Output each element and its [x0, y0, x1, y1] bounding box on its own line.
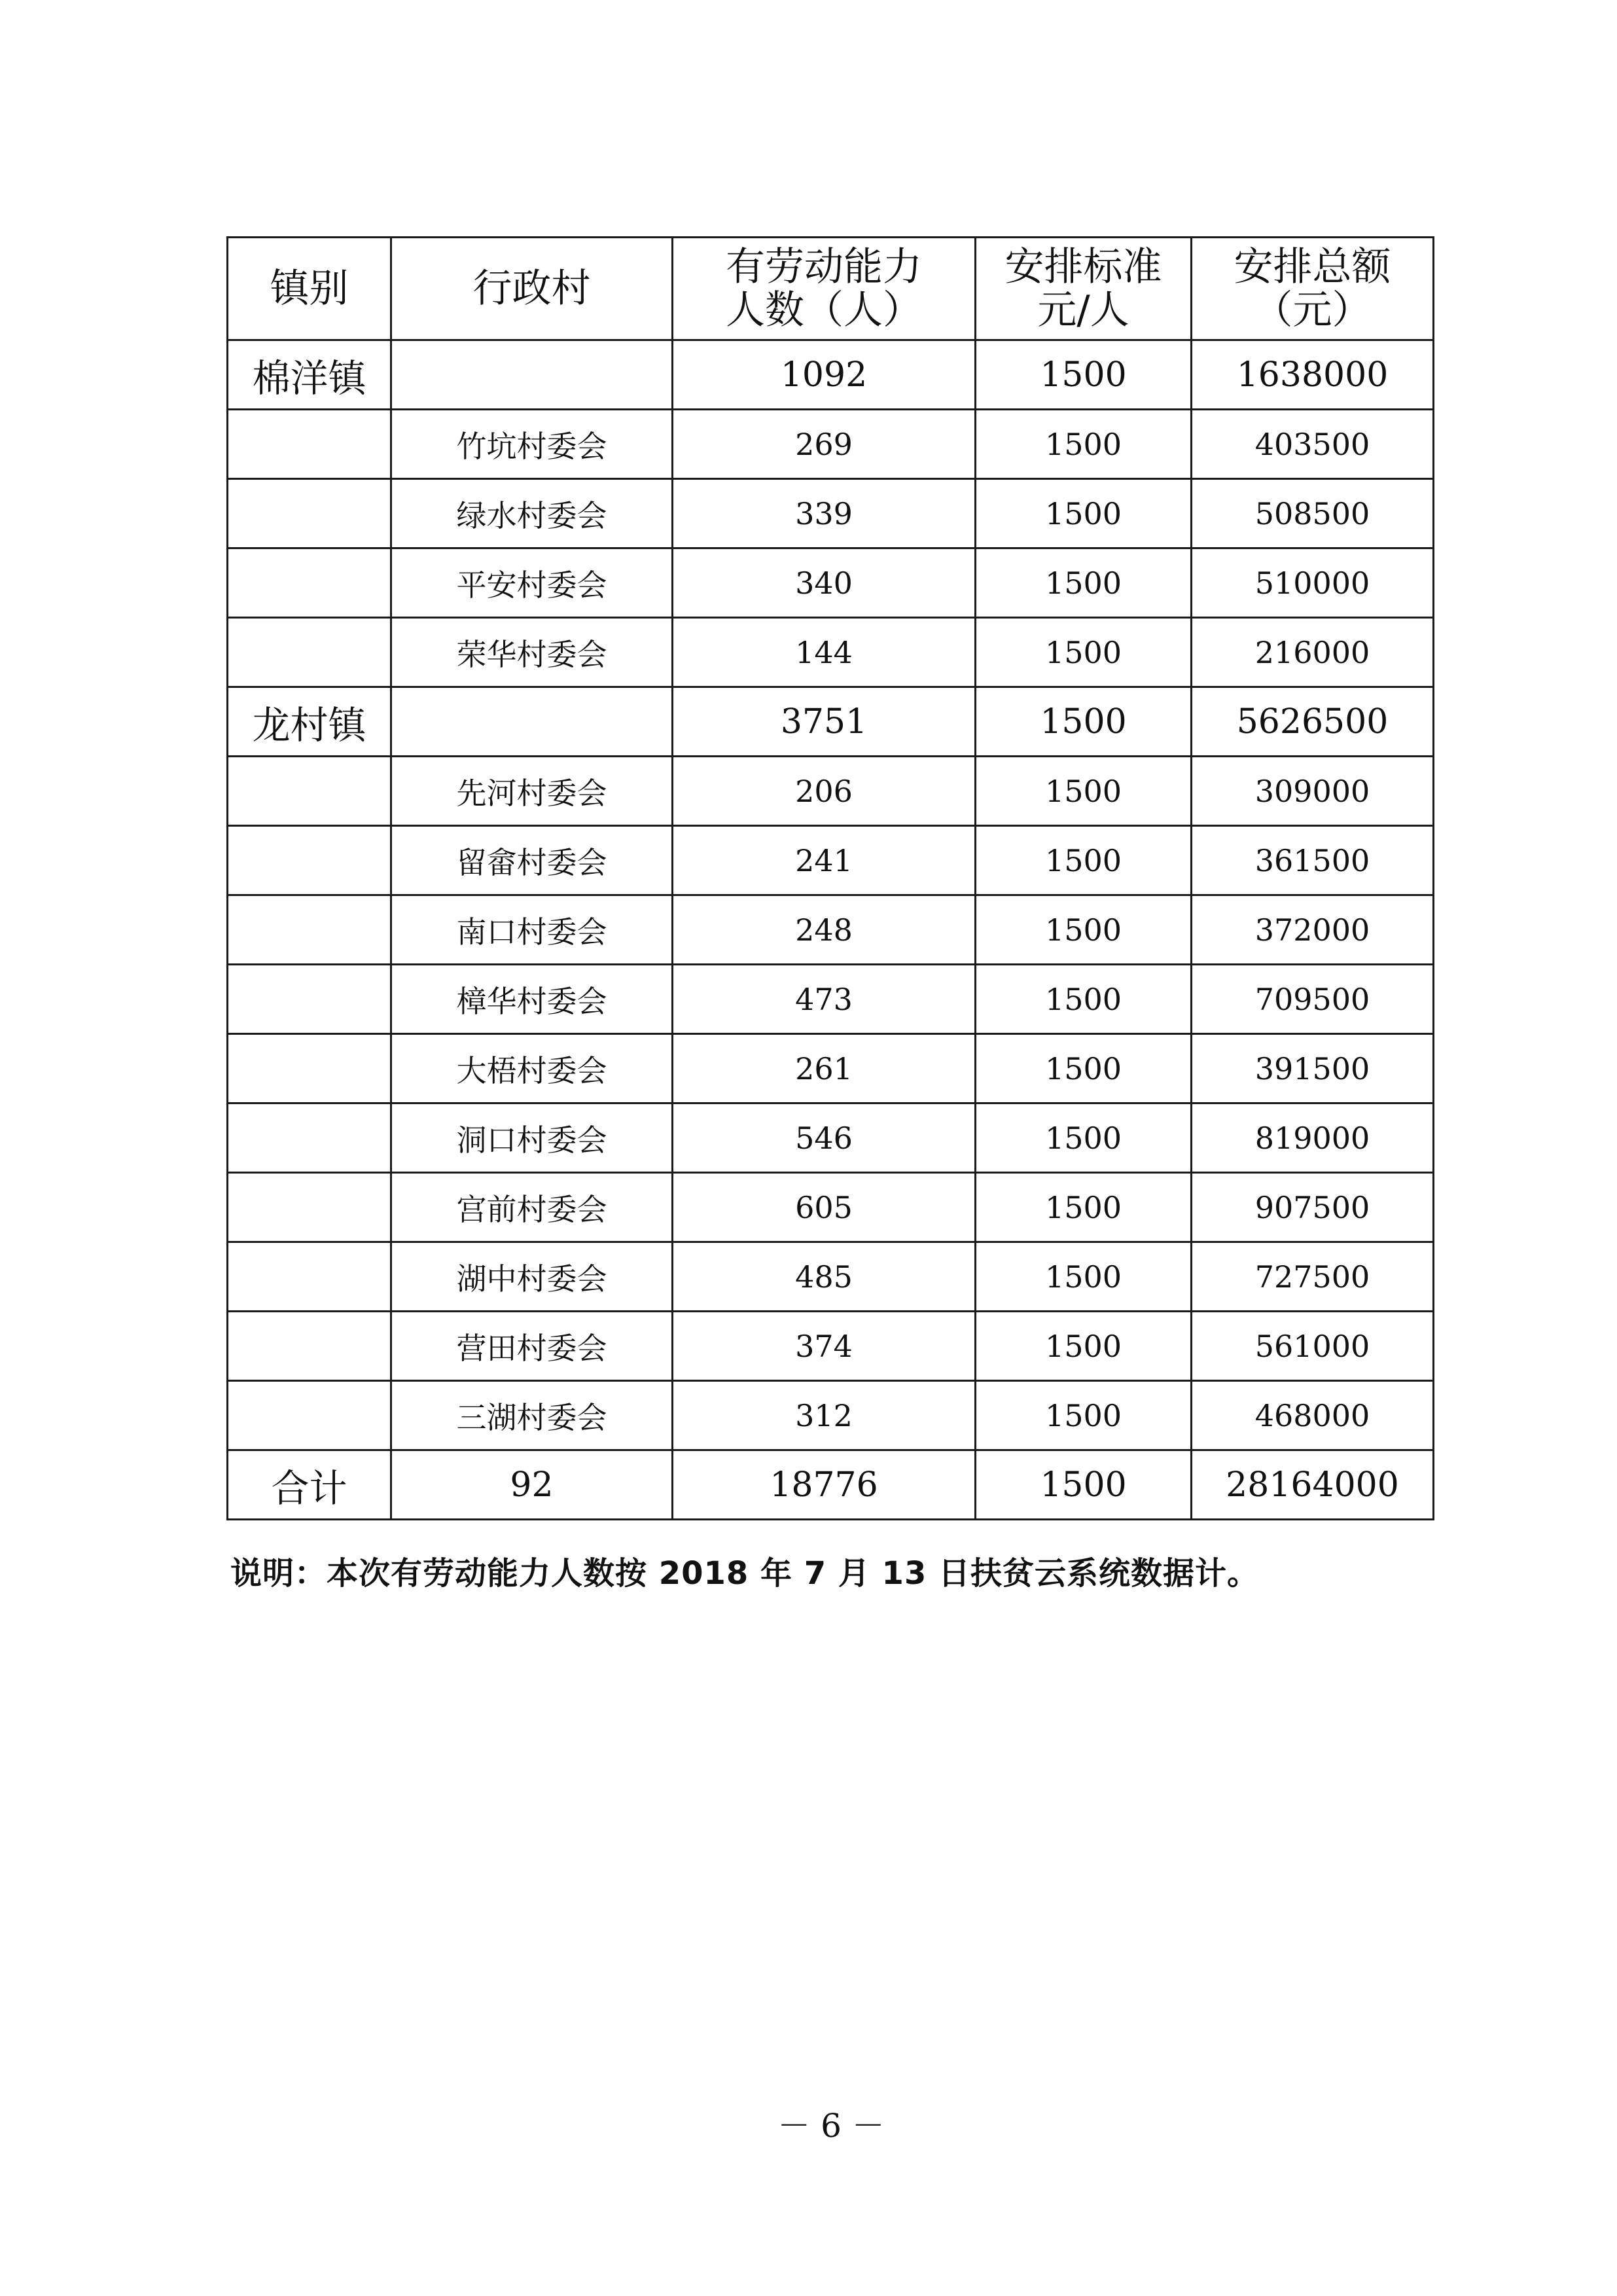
total-amount-cell: 309000	[1192, 757, 1434, 826]
table-row	[228, 1381, 1434, 1450]
table-row	[228, 895, 1434, 965]
total-amount-cell: 1638000	[1192, 340, 1434, 410]
town-name-cell	[228, 1312, 391, 1381]
table-row	[228, 826, 1434, 895]
village-name-cell: 大梧村委会	[391, 1034, 673, 1103]
town-name-cell	[228, 479, 391, 548]
total-amount-cell: 372000	[1192, 895, 1434, 965]
standard-cell: 1500	[976, 340, 1192, 410]
labor-count-cell: 605	[673, 1173, 976, 1242]
table-body	[228, 340, 1434, 1450]
village-name-cell: 南口村委会	[391, 895, 673, 965]
standard-cell: 1500	[976, 757, 1192, 826]
total-amount-cell: 907500	[1192, 1173, 1434, 1242]
town-name-cell: 棉洋镇	[228, 340, 391, 410]
total-label: 合计	[228, 1450, 391, 1520]
standard-cell: 1500	[976, 548, 1192, 618]
total-amount-cell: 561000	[1192, 1312, 1434, 1381]
village-name-cell: 樟华村委会	[391, 965, 673, 1034]
total-row	[228, 1450, 1434, 1520]
labor-count-cell: 339	[673, 479, 976, 548]
village-name-cell: 平安村委会	[391, 548, 673, 618]
town-name-cell	[228, 826, 391, 895]
grand-total-amount: 28164000	[1192, 1450, 1434, 1520]
standard-cell: 1500	[976, 1381, 1192, 1450]
table-row	[228, 1173, 1434, 1242]
village-name-cell: 营田村委会	[391, 1312, 673, 1381]
labor-count-cell: 269	[673, 410, 976, 479]
header-village: 行政村	[391, 238, 673, 340]
standard-cell: 1500	[976, 479, 1192, 548]
labor-count-cell: 241	[673, 826, 976, 895]
total-village-count: 92	[391, 1450, 673, 1520]
town-name-cell	[228, 895, 391, 965]
village-name-cell: 荣华村委会	[391, 618, 673, 687]
table-row	[228, 479, 1434, 548]
town-name-cell	[228, 1381, 391, 1450]
standard-cell: 1500	[976, 1242, 1192, 1312]
standard-cell: 1500	[976, 1312, 1192, 1381]
total-amount-cell: 819000	[1192, 1103, 1434, 1173]
header-town: 镇别	[228, 238, 391, 340]
total-amount-cell: 510000	[1192, 548, 1434, 618]
allocation-table	[226, 236, 1434, 1520]
labor-count-cell: 473	[673, 965, 976, 1034]
standard-cell: 1500	[976, 1173, 1192, 1242]
table-footnote: 说明：本次有劳动能力人数按 2018 年 7 月 13 日扶贫云系统数据计。	[230, 1555, 1260, 1592]
town-name-cell	[228, 965, 391, 1034]
standard-cell: 1500	[976, 1103, 1192, 1173]
table-row	[228, 618, 1434, 687]
village-name-cell: 绿水村委会	[391, 479, 673, 548]
total-amount-cell: 216000	[1192, 618, 1434, 687]
table-row	[228, 410, 1434, 479]
village-name-cell	[391, 340, 673, 410]
standard-cell: 1500	[976, 687, 1192, 757]
town-name-cell	[228, 618, 391, 687]
village-name-cell: 留畲村委会	[391, 826, 673, 895]
labor-count-cell: 1092	[673, 340, 976, 410]
total-amount-cell: 391500	[1192, 1034, 1434, 1103]
page-number: － 6 －	[777, 2107, 885, 2145]
header-total-amount: 安排总额 （元）	[1192, 238, 1434, 340]
village-name-cell: 湖中村委会	[391, 1242, 673, 1312]
table-row	[228, 1034, 1434, 1103]
total-amount-cell: 727500	[1192, 1242, 1434, 1312]
table-row	[228, 548, 1434, 618]
total-standard: 1500	[976, 1450, 1192, 1520]
labor-count-cell: 3751	[673, 687, 976, 757]
standard-cell: 1500	[976, 1034, 1192, 1103]
header-standard: 安排标准 元/人	[976, 238, 1192, 340]
town-row	[228, 340, 1434, 410]
table-row	[228, 965, 1434, 1034]
village-name-cell: 宫前村委会	[391, 1173, 673, 1242]
town-name-cell	[228, 1242, 391, 1312]
total-amount-cell: 403500	[1192, 410, 1434, 479]
labor-count-cell: 144	[673, 618, 976, 687]
town-name-cell	[228, 757, 391, 826]
town-name-cell	[228, 1173, 391, 1242]
total-labor-count: 18776	[673, 1450, 976, 1520]
town-name-cell	[228, 1103, 391, 1173]
labor-count-cell: 248	[673, 895, 976, 965]
table-row	[228, 1242, 1434, 1312]
table-header-row	[228, 238, 1434, 340]
total-amount-cell: 361500	[1192, 826, 1434, 895]
village-name-cell: 竹坑村委会	[391, 410, 673, 479]
village-name-cell	[391, 687, 673, 757]
total-amount-cell: 468000	[1192, 1381, 1434, 1450]
header-labor-count: 有劳动能力 人数（人）	[673, 238, 976, 340]
village-name-cell: 三湖村委会	[391, 1381, 673, 1450]
town-row	[228, 687, 1434, 757]
labor-count-cell: 261	[673, 1034, 976, 1103]
labor-count-cell: 312	[673, 1381, 976, 1450]
table-row	[228, 757, 1434, 826]
labor-count-cell: 485	[673, 1242, 976, 1312]
total-amount-cell: 5626500	[1192, 687, 1434, 757]
table-row	[228, 1312, 1434, 1381]
table-row	[228, 1103, 1434, 1173]
labor-count-cell: 206	[673, 757, 976, 826]
standard-cell: 1500	[976, 895, 1192, 965]
total-amount-cell: 508500	[1192, 479, 1434, 548]
standard-cell: 1500	[976, 410, 1192, 479]
standard-cell: 1500	[976, 826, 1192, 895]
town-name-cell	[228, 548, 391, 618]
town-name-cell	[228, 410, 391, 479]
town-name-cell	[228, 1034, 391, 1103]
town-name-cell: 龙村镇	[228, 687, 391, 757]
standard-cell: 1500	[976, 618, 1192, 687]
labor-count-cell: 340	[673, 548, 976, 618]
labor-count-cell: 374	[673, 1312, 976, 1381]
village-name-cell: 先河村委会	[391, 757, 673, 826]
labor-count-cell: 546	[673, 1103, 976, 1173]
total-amount-cell: 709500	[1192, 965, 1434, 1034]
standard-cell: 1500	[976, 965, 1192, 1034]
village-name-cell: 洞口村委会	[391, 1103, 673, 1173]
